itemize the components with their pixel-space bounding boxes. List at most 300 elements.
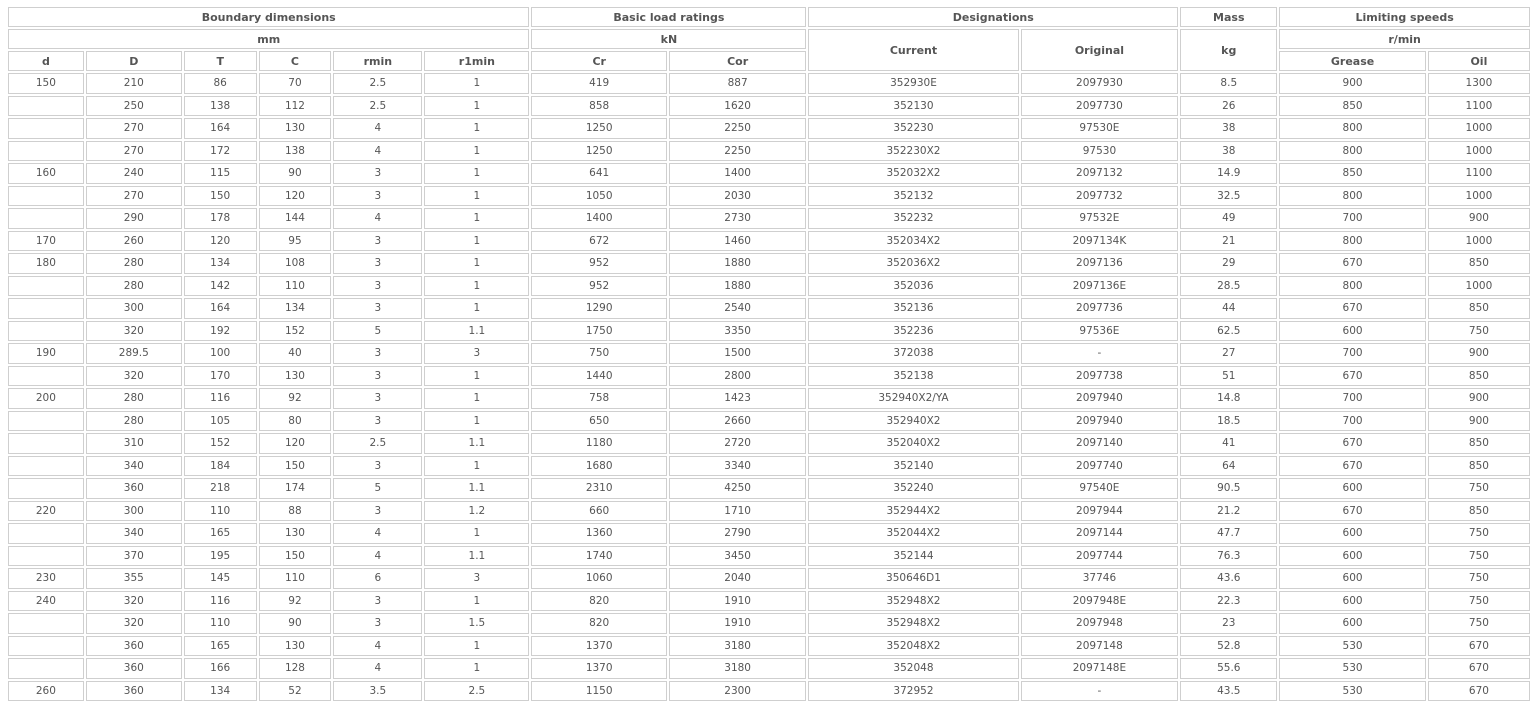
col-T-header: T <box>184 51 257 71</box>
col-original-header: Original <box>1021 29 1179 71</box>
cell-current: 352944X2 <box>808 501 1018 522</box>
cell-C: 130 <box>259 118 332 139</box>
cell-D: 240 <box>86 163 182 184</box>
cell-T: 164 <box>184 118 257 139</box>
cell-d <box>8 321 84 342</box>
cell-oil: 850 <box>1428 501 1530 522</box>
table-row <box>8 456 1530 477</box>
cell-rmin: 4 <box>333 118 422 139</box>
cell-C: 174 <box>259 478 332 499</box>
cell-rmin: 3 <box>333 388 422 409</box>
cell-oil: 750 <box>1428 568 1530 589</box>
cell-mass: 62.5 <box>1180 321 1277 342</box>
cell-original: 97536E <box>1021 321 1179 342</box>
cell-D: 320 <box>86 613 182 634</box>
cell-C: 90 <box>259 163 332 184</box>
cell-T: 86 <box>184 73 257 94</box>
cell-mass: 44 <box>1180 298 1277 319</box>
cell-oil: 1000 <box>1428 141 1530 162</box>
cell-current: 352036 <box>808 276 1018 297</box>
cell-rmin: 5 <box>333 321 422 342</box>
cell-oil: 750 <box>1428 546 1530 567</box>
cell-original: 2097132 <box>1021 163 1179 184</box>
cell-grease: 670 <box>1279 366 1426 387</box>
cell-d <box>8 478 84 499</box>
cell-d <box>8 658 84 679</box>
cell-C: 95 <box>259 231 332 252</box>
cell-cor: 3350 <box>669 321 806 342</box>
cell-T: 115 <box>184 163 257 184</box>
cell-d: 220 <box>8 501 84 522</box>
cell-grease: 600 <box>1279 546 1426 567</box>
table-row <box>8 681 1530 702</box>
cell-D: 360 <box>86 658 182 679</box>
cell-grease: 600 <box>1279 478 1426 499</box>
cell-cor: 2720 <box>669 433 806 454</box>
table-row <box>8 568 1530 589</box>
cell-cr: 650 <box>531 411 666 432</box>
cell-cor: 3450 <box>669 546 806 567</box>
cell-grease: 700 <box>1279 208 1426 229</box>
cell-D: 320 <box>86 321 182 342</box>
cell-oil: 900 <box>1428 411 1530 432</box>
cell-original: 2097948 <box>1021 613 1179 634</box>
cell-current: 352032X2 <box>808 163 1018 184</box>
cell-oil: 750 <box>1428 591 1530 612</box>
col-d-header: d <box>8 51 84 71</box>
cell-d <box>8 523 84 544</box>
cell-T: 142 <box>184 276 257 297</box>
cell-grease: 600 <box>1279 321 1426 342</box>
cell-cor: 4250 <box>669 478 806 499</box>
cell-d: 180 <box>8 253 84 274</box>
cell-original: 2097730 <box>1021 96 1179 117</box>
cell-cor: 2790 <box>669 523 806 544</box>
cell-mass: 76.3 <box>1180 546 1277 567</box>
cell-current: 352040X2 <box>808 433 1018 454</box>
cell-mass: 32.5 <box>1180 186 1277 207</box>
cell-grease: 800 <box>1279 141 1426 162</box>
cell-r1min: 1 <box>424 658 529 679</box>
cell-d <box>8 276 84 297</box>
cell-mass: 55.6 <box>1180 658 1277 679</box>
table-row <box>8 523 1530 544</box>
cell-current: 352130 <box>808 96 1018 117</box>
cell-oil: 1100 <box>1428 96 1530 117</box>
cell-d: 150 <box>8 73 84 94</box>
cell-d: 240 <box>8 591 84 612</box>
cell-d <box>8 411 84 432</box>
cell-D: 340 <box>86 456 182 477</box>
cell-C: 40 <box>259 343 332 364</box>
cell-d: 200 <box>8 388 84 409</box>
unit-kn: kN <box>531 29 806 49</box>
cell-cor: 2030 <box>669 186 806 207</box>
cell-grease: 800 <box>1279 118 1426 139</box>
cell-cr: 1680 <box>531 456 666 477</box>
cell-T: 150 <box>184 186 257 207</box>
cell-T: 116 <box>184 591 257 612</box>
cell-original: 2097732 <box>1021 186 1179 207</box>
cell-grease: 850 <box>1279 96 1426 117</box>
cell-d <box>8 186 84 207</box>
cell-D: 280 <box>86 253 182 274</box>
cell-D: 360 <box>86 681 182 702</box>
cell-mass: 18.5 <box>1180 411 1277 432</box>
cell-mass: 22.3 <box>1180 591 1277 612</box>
cell-oil: 670 <box>1428 658 1530 679</box>
cell-r1min: 1 <box>424 253 529 274</box>
cell-cor: 1423 <box>669 388 806 409</box>
cell-C: 108 <box>259 253 332 274</box>
cell-rmin: 3 <box>333 613 422 634</box>
cell-oil: 1000 <box>1428 118 1530 139</box>
cell-T: 145 <box>184 568 257 589</box>
cell-cor: 1710 <box>669 501 806 522</box>
cell-oil: 850 <box>1428 366 1530 387</box>
cell-original: 97540E <box>1021 478 1179 499</box>
cell-rmin: 4 <box>333 523 422 544</box>
cell-C: 92 <box>259 388 332 409</box>
cell-C: 112 <box>259 96 332 117</box>
cell-D: 250 <box>86 96 182 117</box>
cell-rmin: 6 <box>333 568 422 589</box>
cell-cor: 2800 <box>669 366 806 387</box>
cell-cr: 2310 <box>531 478 666 499</box>
col-grease-header: Grease <box>1279 51 1426 71</box>
cell-d <box>8 208 84 229</box>
cell-r1min: 1 <box>424 231 529 252</box>
cell-d <box>8 613 84 634</box>
cell-C: 52 <box>259 681 332 702</box>
cell-oil: 1000 <box>1428 276 1530 297</box>
cell-T: 166 <box>184 658 257 679</box>
cell-grease: 670 <box>1279 253 1426 274</box>
cell-mass: 90.5 <box>1180 478 1277 499</box>
cell-cor: 2250 <box>669 118 806 139</box>
cell-current: 352940X2 <box>808 411 1018 432</box>
cell-oil: 850 <box>1428 456 1530 477</box>
cell-original: 2097148 <box>1021 636 1179 657</box>
cell-rmin: 3 <box>333 501 422 522</box>
cell-D: 360 <box>86 478 182 499</box>
cell-r1min: 1 <box>424 591 529 612</box>
cell-mass: 64 <box>1180 456 1277 477</box>
cell-grease: 800 <box>1279 276 1426 297</box>
col-C-header: C <box>259 51 332 71</box>
cell-mass: 38 <box>1180 118 1277 139</box>
cell-mass: 23 <box>1180 613 1277 634</box>
cell-C: 92 <box>259 591 332 612</box>
cell-D: 280 <box>86 411 182 432</box>
cell-current: 372952 <box>808 681 1018 702</box>
cell-cr: 419 <box>531 73 666 94</box>
cell-oil: 750 <box>1428 321 1530 342</box>
cell-rmin: 3 <box>333 456 422 477</box>
cell-T: 105 <box>184 411 257 432</box>
table-row <box>8 411 1530 432</box>
cell-current: 352132 <box>808 186 1018 207</box>
cell-rmin: 3 <box>333 366 422 387</box>
cell-original: 2097948E <box>1021 591 1179 612</box>
cell-grease: 900 <box>1279 73 1426 94</box>
cell-D: 310 <box>86 433 182 454</box>
cell-oil: 1000 <box>1428 231 1530 252</box>
cell-T: 165 <box>184 636 257 657</box>
cell-T: 178 <box>184 208 257 229</box>
cell-cr: 1400 <box>531 208 666 229</box>
cell-grease: 700 <box>1279 388 1426 409</box>
header-group-row <box>8 7 1530 27</box>
cell-C: 120 <box>259 186 332 207</box>
col-current-header: Current <box>808 29 1018 71</box>
cell-current: 352230X2 <box>808 141 1018 162</box>
cell-original: 2097136 <box>1021 253 1179 274</box>
cell-D: 320 <box>86 591 182 612</box>
cell-grease: 600 <box>1279 568 1426 589</box>
cell-r1min: 1 <box>424 118 529 139</box>
table-row <box>8 546 1530 567</box>
cell-D: 340 <box>86 523 182 544</box>
table-row <box>8 186 1530 207</box>
cell-D: 280 <box>86 388 182 409</box>
col-D-header: D <box>86 51 182 71</box>
cell-mass: 43.5 <box>1180 681 1277 702</box>
cell-T: 110 <box>184 501 257 522</box>
designations-header: Designations <box>808 7 1178 27</box>
mass-header: Mass <box>1180 7 1277 27</box>
cell-cr: 672 <box>531 231 666 252</box>
cell-original: 97532E <box>1021 208 1179 229</box>
cell-mass: 21 <box>1180 231 1277 252</box>
cell-original: 2097940 <box>1021 388 1179 409</box>
cell-C: 130 <box>259 523 332 544</box>
table-body <box>8 73 1530 701</box>
cell-current: 352232 <box>808 208 1018 229</box>
table-row <box>8 433 1530 454</box>
cell-current: 352048X2 <box>808 636 1018 657</box>
cell-rmin: 3 <box>333 231 422 252</box>
cell-D: 320 <box>86 366 182 387</box>
col-cr-header: Cr <box>531 51 666 71</box>
cell-cor: 2730 <box>669 208 806 229</box>
cell-rmin: 2.5 <box>333 433 422 454</box>
cell-cr: 820 <box>531 591 666 612</box>
cell-cor: 887 <box>669 73 806 94</box>
cell-cor: 2040 <box>669 568 806 589</box>
cell-r1min: 1.1 <box>424 546 529 567</box>
cell-original: - <box>1021 681 1179 702</box>
cell-oil: 750 <box>1428 478 1530 499</box>
cell-T: 134 <box>184 681 257 702</box>
table-row <box>8 231 1530 252</box>
cell-grease: 600 <box>1279 591 1426 612</box>
cell-cr: 1050 <box>531 186 666 207</box>
header-unit-row <box>8 29 1530 49</box>
cell-current: 352940X2/YA <box>808 388 1018 409</box>
cell-D: 270 <box>86 186 182 207</box>
cell-original: 2097144 <box>1021 523 1179 544</box>
table-row <box>8 321 1530 342</box>
cell-d <box>8 298 84 319</box>
cell-current: 352948X2 <box>808 591 1018 612</box>
cell-cor: 1620 <box>669 96 806 117</box>
cell-C: 80 <box>259 411 332 432</box>
cell-D: 280 <box>86 276 182 297</box>
cell-oil: 900 <box>1428 388 1530 409</box>
cell-rmin: 5 <box>333 478 422 499</box>
table-row <box>8 501 1530 522</box>
cell-oil: 850 <box>1428 298 1530 319</box>
col-r1min-header: r1min <box>424 51 529 71</box>
cell-r1min: 3 <box>424 568 529 589</box>
cell-D: 370 <box>86 546 182 567</box>
cell-cr: 1250 <box>531 118 666 139</box>
cell-original: 2097940 <box>1021 411 1179 432</box>
cell-grease: 700 <box>1279 343 1426 364</box>
cell-cr: 660 <box>531 501 666 522</box>
cell-grease: 800 <box>1279 231 1426 252</box>
cell-D: 300 <box>86 298 182 319</box>
cell-r1min: 1 <box>424 523 529 544</box>
cell-T: 116 <box>184 388 257 409</box>
cell-C: 70 <box>259 73 332 94</box>
cell-cr: 952 <box>531 276 666 297</box>
cell-r1min: 1 <box>424 141 529 162</box>
cell-C: 150 <box>259 456 332 477</box>
table-row <box>8 208 1530 229</box>
cell-mass: 49 <box>1180 208 1277 229</box>
cell-rmin: 3 <box>333 411 422 432</box>
boundary-dimensions-header: Boundary dimensions <box>8 7 529 27</box>
cell-current: 352240 <box>808 478 1018 499</box>
cell-cr: 750 <box>531 343 666 364</box>
cell-T: 195 <box>184 546 257 567</box>
cell-current: 352230 <box>808 118 1018 139</box>
cell-original: 2097944 <box>1021 501 1179 522</box>
cell-rmin: 3 <box>333 253 422 274</box>
cell-grease: 600 <box>1279 613 1426 634</box>
cell-C: 110 <box>259 568 332 589</box>
cell-oil: 1300 <box>1428 73 1530 94</box>
cell-C: 88 <box>259 501 332 522</box>
cell-original: 2097738 <box>1021 366 1179 387</box>
cell-mass: 28.5 <box>1180 276 1277 297</box>
cell-original: 2097930 <box>1021 73 1179 94</box>
cell-C: 138 <box>259 141 332 162</box>
cell-original: 97530 <box>1021 141 1179 162</box>
cell-rmin: 3 <box>333 276 422 297</box>
cell-r1min: 1.1 <box>424 478 529 499</box>
unit-rpm: r/min <box>1279 29 1530 49</box>
cell-original: 2097736 <box>1021 298 1179 319</box>
cell-mass: 8.5 <box>1180 73 1277 94</box>
cell-d <box>8 433 84 454</box>
cell-grease: 670 <box>1279 298 1426 319</box>
header-column-row <box>8 51 1530 71</box>
cell-oil: 1100 <box>1428 163 1530 184</box>
cell-rmin: 4 <box>333 636 422 657</box>
cell-r1min: 3 <box>424 343 529 364</box>
cell-grease: 530 <box>1279 636 1426 657</box>
cell-D: 289.5 <box>86 343 182 364</box>
cell-r1min: 1.5 <box>424 613 529 634</box>
cell-d <box>8 141 84 162</box>
cell-original: 2097140 <box>1021 433 1179 454</box>
cell-T: 120 <box>184 231 257 252</box>
cell-mass: 51 <box>1180 366 1277 387</box>
cell-rmin: 4 <box>333 208 422 229</box>
cell-oil: 670 <box>1428 681 1530 702</box>
cell-original: 2097136E <box>1021 276 1179 297</box>
cell-D: 270 <box>86 141 182 162</box>
table-row <box>8 276 1530 297</box>
cell-r1min: 1 <box>424 73 529 94</box>
cell-grease: 670 <box>1279 501 1426 522</box>
cell-r1min: 1 <box>424 163 529 184</box>
cell-T: 110 <box>184 613 257 634</box>
cell-rmin: 4 <box>333 141 422 162</box>
cell-D: 290 <box>86 208 182 229</box>
table-row <box>8 366 1530 387</box>
cell-D: 260 <box>86 231 182 252</box>
cell-current: 352034X2 <box>808 231 1018 252</box>
cell-C: 144 <box>259 208 332 229</box>
cell-grease: 530 <box>1279 658 1426 679</box>
cell-oil: 1000 <box>1428 186 1530 207</box>
cell-cr: 1060 <box>531 568 666 589</box>
cell-cr: 1440 <box>531 366 666 387</box>
cell-d <box>8 96 84 117</box>
cell-T: 100 <box>184 343 257 364</box>
cell-cor: 3180 <box>669 658 806 679</box>
cell-cor: 1400 <box>669 163 806 184</box>
cell-T: 218 <box>184 478 257 499</box>
cell-d: 190 <box>8 343 84 364</box>
cell-original: 97530E <box>1021 118 1179 139</box>
cell-mass: 26 <box>1180 96 1277 117</box>
cell-r1min: 1.2 <box>424 501 529 522</box>
cell-mass: 41 <box>1180 433 1277 454</box>
cell-T: 152 <box>184 433 257 454</box>
cell-r1min: 1 <box>424 276 529 297</box>
cell-cor: 1460 <box>669 231 806 252</box>
bearing-spec-table <box>6 5 1532 703</box>
cell-T: 165 <box>184 523 257 544</box>
cell-cr: 1360 <box>531 523 666 544</box>
cell-T: 134 <box>184 253 257 274</box>
cell-oil: 750 <box>1428 523 1530 544</box>
table-header <box>8 7 1530 71</box>
cell-D: 210 <box>86 73 182 94</box>
cell-grease: 700 <box>1279 411 1426 432</box>
cell-C: 128 <box>259 658 332 679</box>
cell-cr: 858 <box>531 96 666 117</box>
cell-d: 160 <box>8 163 84 184</box>
cell-cr: 1180 <box>531 433 666 454</box>
cell-cr: 1370 <box>531 658 666 679</box>
cell-d: 230 <box>8 568 84 589</box>
bearing-table-container <box>6 5 1532 703</box>
cell-rmin: 2.5 <box>333 96 422 117</box>
cell-grease: 530 <box>1279 681 1426 702</box>
cell-d <box>8 366 84 387</box>
table-row <box>8 118 1530 139</box>
table-row <box>8 73 1530 94</box>
cell-cr: 758 <box>531 388 666 409</box>
cell-C: 152 <box>259 321 332 342</box>
cell-r1min: 1 <box>424 186 529 207</box>
